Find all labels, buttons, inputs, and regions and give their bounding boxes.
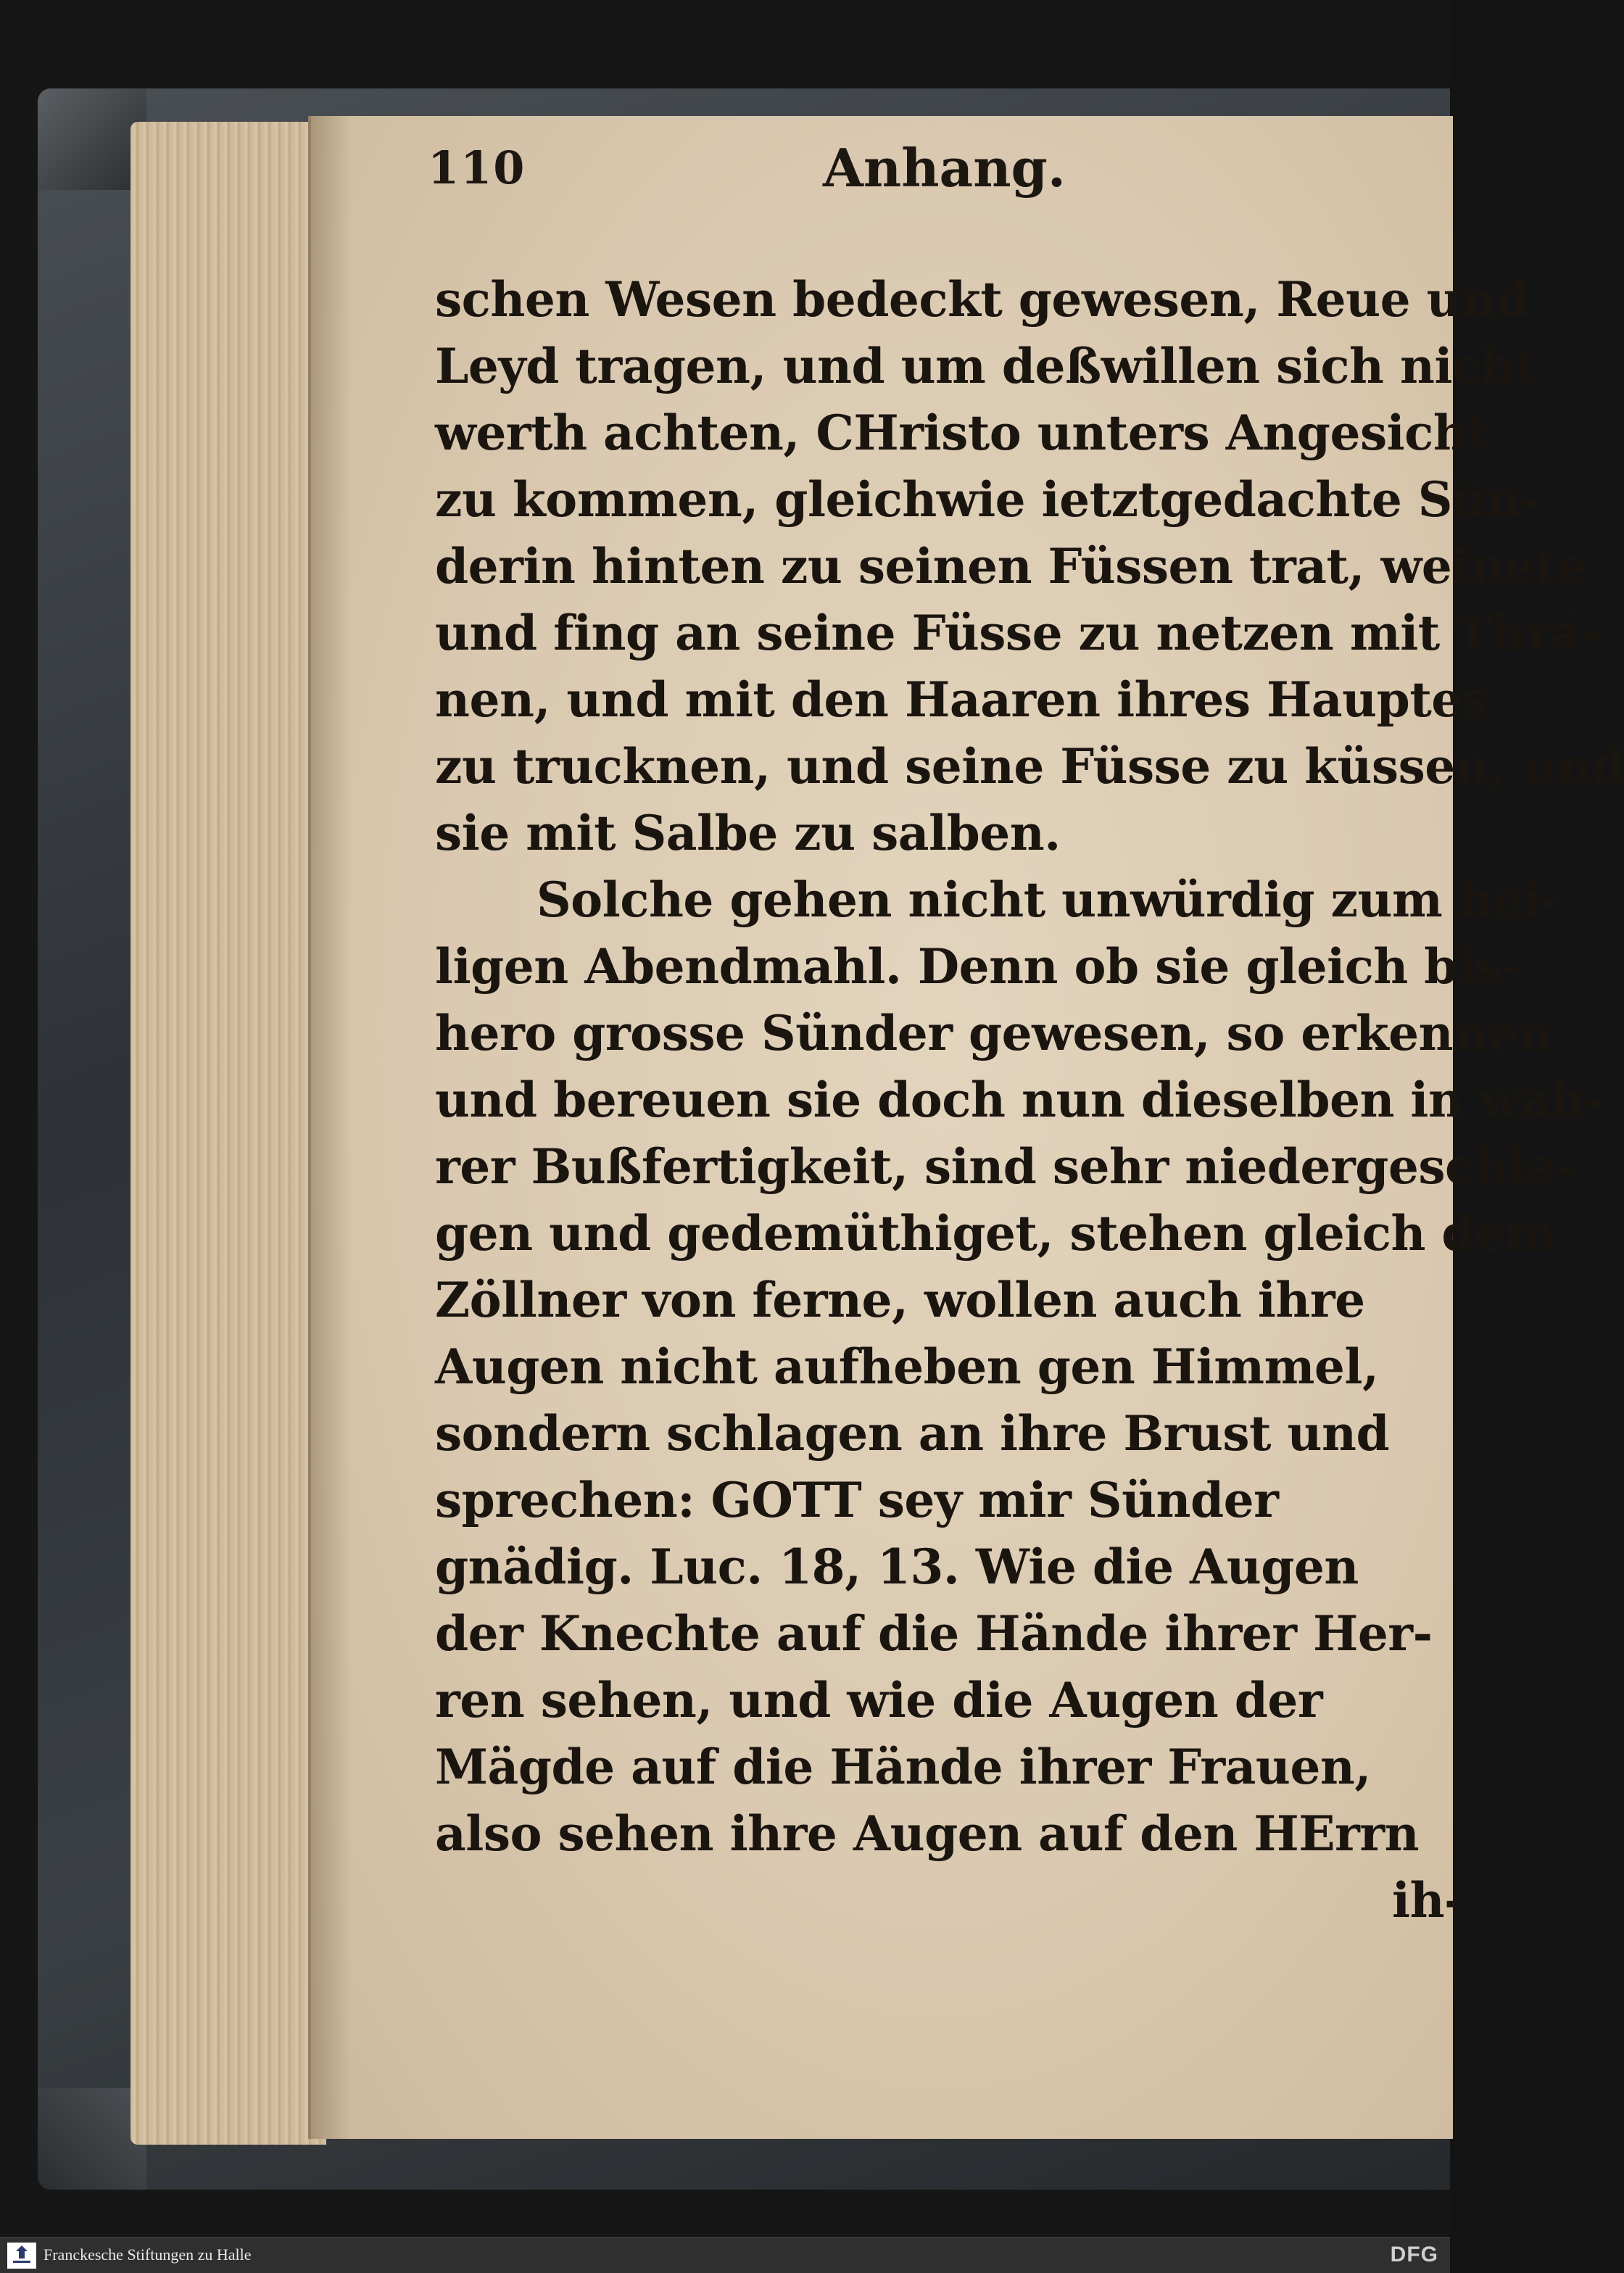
text-line: werth achten, CHristo unters Angesicht [435,405,1490,461]
text-line: sondern schlagen an ihre Brust und [435,1405,1390,1462]
text-line: hero grosse Sünder gewesen, so erkennen [435,1005,1552,1061]
text-line: und bereuen sie doch nun dieselben in wah- [435,1072,1604,1128]
dfg-logo: DFG [1390,2243,1438,2266]
text-line: gen und gedemüthiget, stehen gleich dem [435,1205,1555,1262]
text-line: und fing an seine Füsse zu netzen mit Thrä- [435,605,1601,661]
running-head [428,137,1443,207]
page-number: 110 [428,141,526,194]
text-line: sie mit Salbe zu salben. [435,805,1061,861]
viewer-footer [0,2237,1450,2273]
text-line: zu trucknen, und seine Füsse zu küssen, und [435,738,1624,795]
text-line: ren sehen, und wie die Augen der [435,1672,1323,1728]
text-line: Zöllner von ferne, wollen auch ihre [435,1272,1365,1328]
text-line: ligen Abendmahl. Denn ob sie gleich bis- [435,938,1522,995]
text-line: zu kommen, gleichwie ietztgedachte Sün- [435,471,1541,528]
text-line: Leyd tragen, und um deßwillen sich nicht [435,338,1538,394]
institution-name: Franckesche Stiftungen zu Halle [44,2245,252,2264]
text-line: also sehen ihre Augen auf den HErrn [435,1805,1420,1862]
text-line: Mägde auf die Hände ihrer Frauen, [435,1739,1371,1795]
institution-logo-icon [7,2243,36,2269]
text-line: gnädig. Luc. 18, 13. Wie die Augen [435,1539,1359,1595]
gutter-shadow [308,116,352,2139]
text-line: schen Wesen bedeckt gewesen, Reue und [435,271,1529,328]
text-line: derin hinten zu seinen Füssen trat, weinete [435,538,1586,595]
catchword: ih- [1392,1872,1464,1929]
text-line: der Knechte auf die Hände ihrer Her- [435,1605,1433,1662]
text-line: Solche gehen nicht unwürdig zum hei- [536,871,1561,928]
page-edges [130,122,326,2145]
text-line: nen, und mit den Haaren ihres Hauptes [435,671,1488,728]
text-line: sprechen: GOTT sey mir Sünder [435,1472,1279,1528]
text-line: Augen nicht aufheben gen Himmel, [435,1338,1379,1395]
running-head-title: Anhang. [823,137,1066,199]
text-line: rer Bußfertigkeit, sind sehr niedergeschla- [435,1138,1576,1195]
